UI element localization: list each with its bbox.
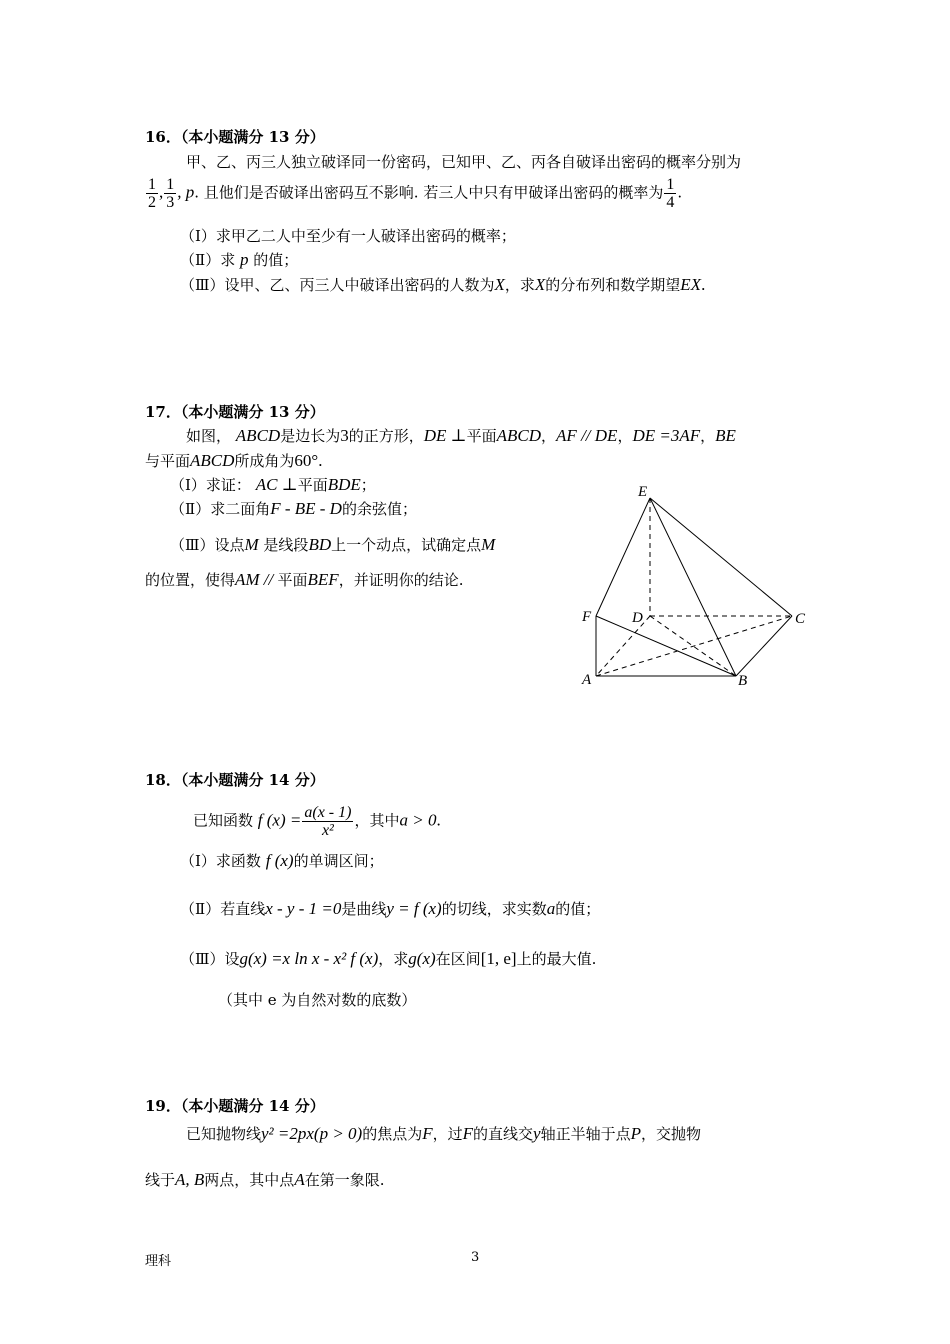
edge-EF: [596, 498, 650, 616]
fraction-half: $\frac{1}{2}$: [148, 176, 156, 211]
label-A: A: [582, 672, 592, 688]
footer-subject: 理科: [145, 1254, 172, 1269]
q16-part1: （Ⅰ）求甲乙二人中至少有一人破译出密码的概率；: [180, 227, 516, 245]
q18-note: （其中 e 为自然对数的底数）: [218, 991, 417, 1009]
q16-part3: （Ⅲ）设甲、乙、丙三人中破译出密码的人数为X，求X的分布列和数学期望EX.: [180, 275, 706, 294]
q17-part2: （Ⅱ）求二面角F - BE - D的余弦值；: [170, 499, 417, 518]
solid-geometry-figure: [578, 478, 818, 693]
label-C: C: [795, 611, 806, 627]
q19-line2: 线于A, B两点，其中点A在第一象限.: [145, 1170, 385, 1189]
q17-line1: 如图， ABCD是边长为3的正方形，DE ⊥平面ABCD，AF // DE，DE =3AF，BE: [186, 426, 736, 445]
page-number: 3: [471, 1250, 480, 1265]
q16-line2: $\frac{1}{2}$ , $\frac{1}{3}$ , p. 且他们是否破译出密码互不影响. 若三人中只有甲破译出密码的概率为 $\frac{1}{4}$ .: [148, 176, 683, 211]
fraction-third: $\frac{1}{3}$: [166, 176, 175, 211]
q19-heading: 19．（本小题满分 14 分）: [145, 1097, 325, 1115]
q17-part1: （Ⅰ）求证： AC ⊥平面BDE；: [170, 475, 376, 494]
q16-heading: 16．（本小题满分 13 分）: [145, 128, 325, 146]
fraction-quarter: $\frac{1}{4}$: [666, 176, 675, 211]
q18-part1: （Ⅰ）求函数 f (x)的单调区间；: [180, 851, 384, 870]
q18-line1: 已知函数 f (x) = $\frac{a(x - 1)}{\text{x²}}$ ，其中a > 0.: [193, 804, 441, 839]
edge-EC: [650, 498, 792, 616]
edge-FB: [596, 616, 736, 676]
q17-line2: 与平面ABCD所成角为60°.: [145, 451, 323, 470]
edge-AC-hidden: [596, 616, 792, 676]
q16-intro: 甲、乙、丙三人独立破译同一份密码，已知甲、乙、丙各自破译出密码的概率分别为: [186, 153, 742, 171]
q19-line1: 已知抛物线y² =2px(p > 0)的焦点为F，过F的直线交y轴正半轴于点P，交抛物: [186, 1124, 702, 1143]
label-D: D: [632, 610, 643, 626]
q18-heading: 18．（本小题满分 14 分）: [145, 771, 325, 789]
q17-heading: 17．（本小题满分 13 分）: [145, 403, 325, 421]
q17-part3: （Ⅲ）设点M 是线段BD上一个动点，试确定点M: [170, 535, 496, 554]
fraction-fx: $\frac{a(x - 1)}{\text{x²}}$: [304, 804, 352, 839]
label-E: E: [638, 484, 648, 500]
q18-part2: （Ⅱ）若直线x - y - 1 =0是曲线y = f (x)的切线，求实数a的值；: [180, 899, 601, 918]
q18-part3: （Ⅲ）设g(x) =x ln x - x² f (x)，求g(x)在区间[1, e]上的最大值.: [180, 949, 597, 968]
q16-part2: （Ⅱ）求 p 的值；: [180, 250, 299, 269]
label-F: F: [582, 609, 592, 625]
q17-part3-cont: 的位置，使得AM // 平面BEF，并证明你的结论.: [145, 570, 464, 589]
label-B: B: [738, 673, 748, 689]
edge-EB: [650, 498, 736, 676]
